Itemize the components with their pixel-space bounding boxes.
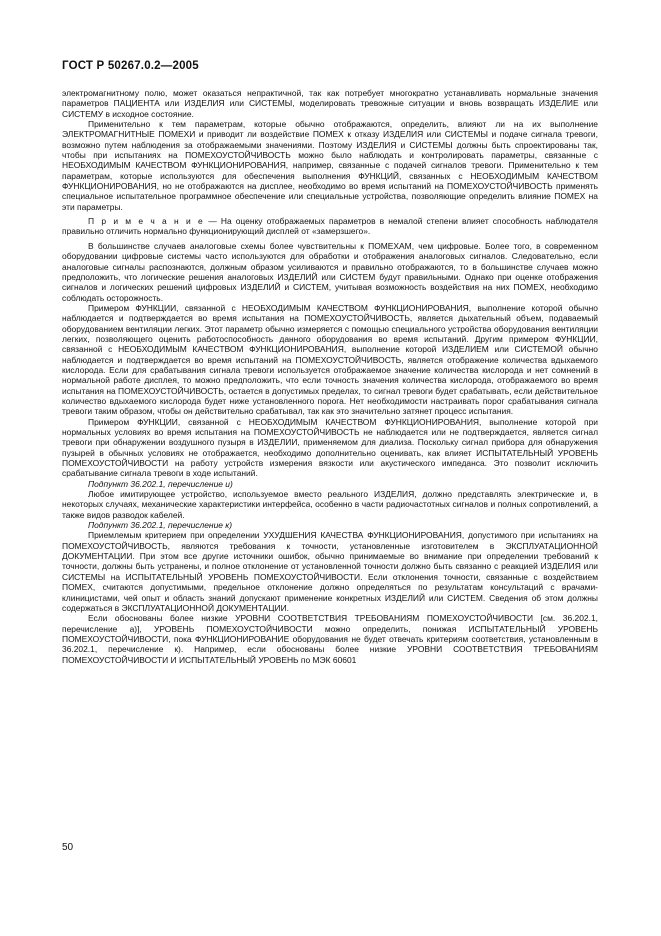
subclause-i-heading: Подпункт 36.202.1, перечисление и) [88,478,233,489]
note-label: П р и м е ч а н и е [88,216,205,227]
paragraph-5: Примером ФУНКЦИИ, связанной с НЕОБХОДИМЫМ КАЧЕСТВОМ ФУНКЦИОНИРОВАНИЯ, выполнение которой при нормальных условиях во время испытания на ПОМЕХОУСТОЙЧИВОСТЬ не наблюдается или не подтверждается, является сигнал тревоги при обнаружении воздушного пузыря в ИЗДЕЛИИ, применяемом для диализа. Поскольку сигнал прибора для обнаружения пузырей в обычных условиях не отображается, необходимо дополнительно оценивать, как влияет ИСПЫТАТЕЛЬНЫЙ УРОВЕНЬ ПОМЕХОУСТОЙЧИВОСТИ на работу устройств измерения вязкости или акустического импеданса. Это позволит исключить срабатывание сигнала тревоги в ходе испытаний. [62,416,598,479]
note-text: — На оценку отображаемых параметров в немалой степени влияет способность наблюдателя правильно отличить нормально функционирующий дисплей от «замерзшего». [62,216,598,237]
subclause-k-paragraph-2: Если обоснованы более низкие УРОВНИ СООТВЕТСТВИЯ ТРЕБОВАНИЯМ ПОМЕХОУСТОЙЧИВОСТИ [см. 36.202.1, перечисление a)], УРОВЕНЬ ПОМЕХОУСТОЙЧИВОСТИ можно определить, понижая ИСПЫТАТЕЛЬНЫЙ УРОВЕНЬ ПОМЕХОУСТОЙЧИВОСТИ, пока ФУНКЦИОНИРОВАНИЕ оборудования не будет отвечать критериям соответствия, установленным в 36.202.1, перечисление к). Например, если обоснованы более низкие УРОВНИ СООТВЕТСТВИЯ ТРЕБОВАНИЯМ ПОМЕХОУСТОЙЧИВОСТИ И ИСПЫТАТЕЛЬНЫЙ УРОВЕНЬ по МЭК 60601 [62,613,598,665]
document-body [62,88,598,665]
paragraph-3: В большинстве случаев аналоговые схемы более чувствительны к ПОМЕХАМ, чем цифровые. Более того, в современном оборудовании цифровые системы часто используются для обработки и отображения аналоговых сигналов. Следовательно, если аналоговые сигналы распознаются, должным образом усиливаются и правильно отображаются, то в большинстве случаев можно предположить, что логические решения аналоговых ИЗДЕЛИЙ или СИСТЕМ будут правильными. Однако при оценке отображения сигналов и логических решений цифровых ИЗДЕЛИЙ и СИСТЕМ, учитывая возможность воздействия на них ПОМЕХ, необходимо соблюдать осторожность. [62,240,598,303]
paragraph-2: Применительно к тем параметрам, которые обычно отображаются, определить, влияют ли на их выполнение ЭЛЕКТРОМАГНИТНЫЕ ПОМЕХИ и приводит ли воздействие ПОМЕХ к отказу ИЗДЕЛИЯ или СИСТЕМЫ и подаче сигнала тревоги, возможно путем наблюдения за отображаемыми значениями. Поэтому ИЗДЕЛИЯ и СИСТЕМЫ должны быть спроектированы так, чтобы при испытаниях на ПОМЕХОУСТОЙЧИВОСТЬ можно было наблюдать и контролировать параметры, связанные с НЕОБХОДИМЫМ КАЧЕСТВОМ ФУНКЦИОНИРОВАНИЯ, например, связанные с подачей сигналов тревоги. Применительно к тем параметрам, которые используются для обеспечения выполнения ФУНКЦИЙ, связанных с НЕОБХОДИМЫМ КАЧЕСТВОМ ФУНКЦИОНИРОВАНИЯ, но не отображаются на дисплее, необходимо во время испытаний на ПОМЕХОУСТОЙЧИВОСТЬ применять специальное испытательное программное обеспечение или специальные устройства, позволяющие определить влияние ПОМЕХ на эти параметры. [62,119,598,212]
subclause-k-paragraph-1: Приемлемым критерием при определении УХУДШЕНИЯ КАЧЕСТВА ФУНКЦИОНИРОВАНИЯ, допустимого при испытаниях на ПОМЕХОУСТОЙЧИВОСТЬ, являются требования к точности, установленные изготовителем в ЭКСПЛУАТАЦИОННОЙ ДОКУМЕНТАЦИИ. При этом все другие источники ошибок, обычно принимаемые во внимание при определении требований к точности, должны быть устранены, и полное отклонение от установленной точности должно быть связанно с реакцией ИЗДЕЛИЯ или СИСТЕМЫ на ИСПЫТАТЕЛЬНЫЙ УРОВЕНЬ ПОМЕХОУСТОЙЧИВОСТИ. Если отклонения точности, связанные с воздействием ПОМЕХ, считаются допустимыми, предельное отклонение должно определяться по результатам консультаций с врачами-клиницистами, чей опыт и область знаний допускают применение конкретных ИЗДЕЛИЙ или СИСТЕМ. Сведения об этом должны содержаться в ЭКСПЛУАТАЦИОННОЙ ДОКУМЕНТАЦИИ. [62,530,598,613]
paragraph-4: Примером ФУНКЦИИ, связанной с НЕОБХОДИМЫМ КАЧЕСТВОМ ФУНКЦИОНИРОВАНИЯ, выполнение которой обычно наблюдается и подтверждается во время испытания на ПОМЕХОУСТОЙЧИВОСТЬ, является дыхательный объем, подаваемый оборудованием вентиляции легких. Этот параметр обычно измеряется с помощью специального устройства оборудования вентиляции легких, позволяющего оценить работоспособность данного оборудования во время испытаний. Другим примером ФУНКЦИИ, связанной с НЕОБХОДИМЫМ КАЧЕСТВОМ ФУНКЦИОНИРОВАНИЯ, выполнение которой ИЗДЕЛИЕМ или СИСТЕМОЙ обычно наблюдается и подтверждается во время испытаний на ПОМЕХОУСТОЙЧИВОСТЬ, является отображение количества вдыхаемого кислорода. Если для срабатывания сигнала тревоги используется отображаемое значение количества кислорода и нет сомнений в нормальной работе дисплея, то можно предположить, что если точность значения количества кислорода, отображаемого во время испытания на ПОМЕХОУСТОЙЧИВОСТЬ, остается в допустимых пределах, то сигнал тревоги будет срабатывать, если действительное количество вдыхаемого кислорода будет ниже установленного порога. Нет необходимости настраивать порог срабатывания сигнала тревоги таким образом, чтобы он действительно срабатывал, так как это значительно затянет процесс испытания. [62,302,598,417]
paragraph-1: электромагнитному полю, может оказаться непрактичной, так как потребует многократно устанавливать нормальные значения параметров ПАЦИЕНТА или ИЗДЕЛИЯ или СИСТЕМЫ, моделировать тревожные ситуации и вновь возвращать ИЗДЕЛИЕ или СИСТЕМУ в исходное состояние. [62,88,598,119]
page-number: 50 [62,842,74,853]
subclause-k-heading: Подпункт 36.202.1, перечисление к) [88,520,233,531]
note [62,216,598,237]
subclause-i-text: Любое имитирующее устройство, используемое вместо реального ИЗДЕЛИЯ, должно представлять электрические и, в некоторых случаях, механические характеристики интерфейса, особенно в части радиочастотных сигналов и полных сопротивлений, а также видов разводок кабелей. [62,489,598,520]
document-header: ГОСТ Р 50267.0.2—2005 [62,60,199,72]
